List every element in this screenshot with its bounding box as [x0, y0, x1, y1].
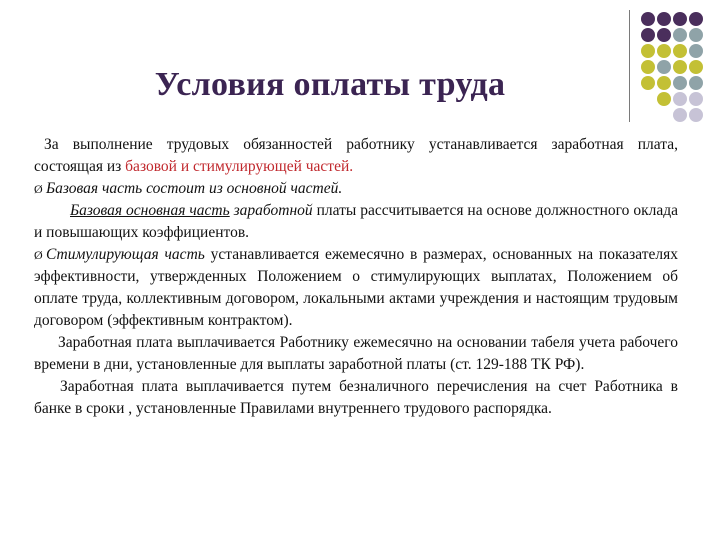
- incentive-part-term: Стимулирующая часть: [46, 246, 205, 263]
- decorative-dot-icon: [641, 76, 655, 90]
- decorative-dot-icon: [689, 44, 703, 58]
- decorative-dot-icon: [673, 108, 687, 122]
- decorative-dot-grid: [641, 12, 717, 122]
- decorative-dot-icon: [657, 12, 671, 26]
- decorative-dot-icon: [689, 108, 703, 122]
- decorative-dot-icon: [657, 92, 671, 106]
- arrow-bullet-icon: Ø: [34, 182, 43, 196]
- decorative-dot-icon: [641, 28, 655, 42]
- decorative-dot-icon: [657, 28, 671, 42]
- decorative-dot-icon: [673, 76, 687, 90]
- decorative-dot-icon: [689, 76, 703, 90]
- base-main-part-term: Базовая основная часть: [70, 202, 230, 219]
- base-part-text: Базовая часть состоит из основной частей.: [46, 180, 343, 197]
- decorative-dot-icon: [673, 60, 687, 74]
- decorative-dot-icon: [641, 12, 655, 26]
- paragraph-salary-composition: [34, 134, 678, 178]
- title-divider-line: [629, 10, 630, 122]
- decorative-dot-icon: [689, 28, 703, 42]
- arrow-bullet-icon: Ø: [34, 248, 43, 262]
- decorative-dot-icon: [689, 92, 703, 106]
- slide-body: [34, 134, 678, 420]
- decorative-dot-icon: [657, 76, 671, 90]
- decorative-dot-icon: [673, 92, 687, 106]
- slide-title: Условия оплаты труда: [154, 66, 506, 103]
- paragraph-base-part: [34, 178, 678, 200]
- highlighted-salary-parts: базовой и стимулирующей частей.: [125, 158, 354, 175]
- paragraph-base-calculation: [34, 200, 678, 244]
- base-calculation-text: платы рассчитывается на основе должностного оклада и повышающих коэффициентов.: [34, 202, 678, 241]
- decorative-dot-icon: [689, 12, 703, 26]
- decorative-dot-icon: [673, 44, 687, 58]
- paragraph-payment-schedule: [34, 332, 678, 376]
- decorative-dot-icon: [641, 60, 655, 74]
- incentive-part-text: устанавливается ежемесячно в размерах, основанных на показателях эффективности, утвержденных Положением о стимулирующих выплатах, Положением об оплате труда, коллективным договором, локальными актами учреждения и настоящим трудовым договором (эффективным контрактом).: [34, 246, 678, 329]
- paragraph-payment-method: [34, 376, 678, 420]
- decorative-dot-icon: [673, 12, 687, 26]
- decorative-dot-icon: [673, 28, 687, 42]
- decorative-dot-icon: [657, 60, 671, 74]
- decorative-dot-icon: [657, 44, 671, 58]
- base-calculation-italic: заработной: [229, 202, 313, 219]
- payment-method-text: Заработная плата выплачивается путем безналичного перечисления на счет Работника в банке в сроки , установленные Правилами внутреннего трудового распорядка.: [34, 378, 678, 417]
- decorative-dot-icon: [689, 60, 703, 74]
- paragraph-incentive-part: [34, 244, 678, 332]
- payment-schedule-text: Заработная плата выплачивается Работнику ежемесячно на основании табеля учета рабочего времени в дни, установленные для выплаты заработной платы (ст. 129-188 ТК РФ).: [34, 334, 678, 373]
- paragraph-salary-composition-text: За выполнение трудовых обязанностей работнику устанавливается заработная плата, состоящая из: [34, 136, 678, 175]
- decorative-dot-icon: [641, 44, 655, 58]
